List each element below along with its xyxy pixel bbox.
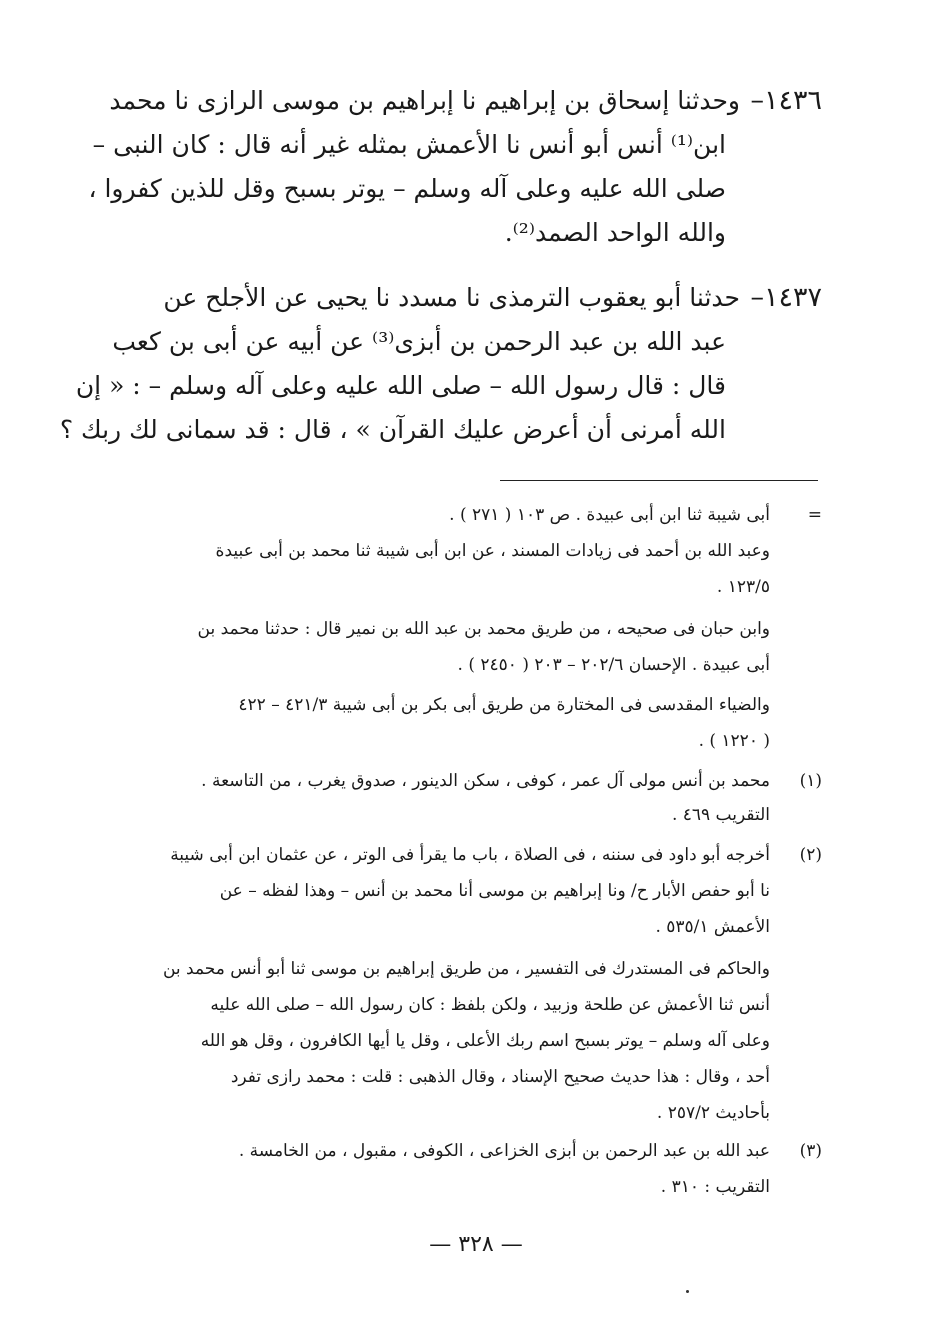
hadith-line: ابن⁽¹⁾ أنس أبو أنس نا الأعمش بمثله غير أنه قال : كان النبى – <box>92 130 726 159</box>
hadith-line: صلى الله عليه وعلى آله وسلم – يوتر بسبح وقل للذين كفروا ، <box>88 174 726 203</box>
footnote-line: محمد بن أنس مولى آل عمر ، كوفى ، سكن الدينور ، صدوق يغرب ، من التاسعة . <box>201 771 770 791</box>
footnote-line: بأحاديث ٢٥٧/٢ . <box>656 1103 770 1123</box>
footnote-line: التقريب ٤٦٩ . <box>671 805 770 825</box>
footnote-line: ( ١٢٢٠ ) . <box>698 731 770 751</box>
footnote-line: أنس ثنا الأعمش عن طلحة وزبيد ، ولكن بلفظ : كان رسول الله – صلى الله عليه <box>210 995 770 1015</box>
hadith-number: ١٤٣٦– <box>750 85 822 116</box>
page-number: — ٣٢٨ — <box>429 1232 523 1257</box>
hadith-line: عبد الله بن عبد الرحمن بن أبزى⁽³⁾ عن أبيه عن أبى بن كعب <box>112 327 726 356</box>
footnote-line: أخرجه أبو داود فى سننه ، فى الصلاة ، باب ما يقرأ فى الوتر ، عن عثمان ابن أبى شيبة <box>170 845 770 865</box>
hadith-entry-1437 <box>0 275 822 465</box>
hadith-line: والله الواحد الصمد⁽²⁾. <box>504 218 726 247</box>
hadith-line: حدثنا أبو يعقوب الترمذى نا مسدد نا يحيى عن الأجلح عن <box>163 283 740 312</box>
hadith-line: قال : قال رسول الله – صلى الله عليه وعلى آله وسلم – : « إن <box>75 371 726 400</box>
footnote-marker-3: (٣) <box>799 1141 822 1161</box>
footnote-marker-2: (٢) <box>799 845 822 865</box>
footnote-line: التقريب : ٣١٠ . <box>660 1177 770 1197</box>
footnote-line: أبى عبيدة . الإحسان ٢٠٢/٦ – ٢٠٣ ( ٢٤٥٠ ) . <box>457 655 770 675</box>
footnote-line: ١٢٣/٥ . <box>716 577 770 597</box>
footnote-line: والحاكم فى المستدرك فى التفسير ، من طريق إبراهيم بن موسى ثنا أبو أنس محمد بن <box>162 959 770 979</box>
hadith-entry-1436 <box>0 78 822 268</box>
scan-speck <box>686 1290 689 1293</box>
footnote-line: وعلى آله وسلم – يوتر بسبح اسم ربك الأعلى ، وقل يا أيها الكافرون ، وقل هو الله <box>200 1031 770 1051</box>
hadith-line: الله أمرنى أن أعرض عليك القرآن » ، قال : قد سمانى لك ربك ؟ <box>59 415 726 444</box>
footnote-line: وعبد الله بن أحمد فى زيادات المسند ، عن ابن أبى شيبة ثنا محمد بن أبى عبيدة <box>215 541 770 561</box>
footnote-line: أبى شيبة ثنا ابن أبى عبيدة . ص ١٠٣ ( ٢٧١ ) . <box>449 505 770 525</box>
footnote-line: والضياء المقدسى فى المختارة من طريق أبى بكر بن أبى شيبة ٤٢١/٣ – ٤٢٢ <box>238 695 770 715</box>
footnote-separator <box>500 480 818 481</box>
footnote-line: نا أبو حفص الأبار ح/ ونا إبراهيم بن موسى أنا محمد بن أنس – وهذا لفظه – عن <box>219 881 770 901</box>
footnote-line: عبد الله بن عبد الرحمن بن أبزى الخزاعى ، الكوفى ، مقبول ، من الخامسة . <box>238 1141 770 1161</box>
hadith-number: ١٤٣٧– <box>750 282 822 313</box>
footnote-continuation-marker: = <box>807 505 822 525</box>
footnote-line: وابن حبان فى صحيحه ، من طريق محمد بن عبد الله بن نمير قال : حدثنا محمد بن <box>197 619 770 639</box>
footnote-marker-1: (١) <box>799 771 822 791</box>
footnote-line: الأعمش ٥٣٥/١ . <box>655 917 770 937</box>
hadith-line: وحدثنا إسحاق بن إبراهيم نا إبراهيم بن موسى الرازى نا محمد <box>109 86 740 115</box>
footnote-line: أحد ، وقال : هذا حديث صحيح الإسناد ، وقال الذهبى : قلت : محمد رازى تفرد <box>230 1067 770 1087</box>
